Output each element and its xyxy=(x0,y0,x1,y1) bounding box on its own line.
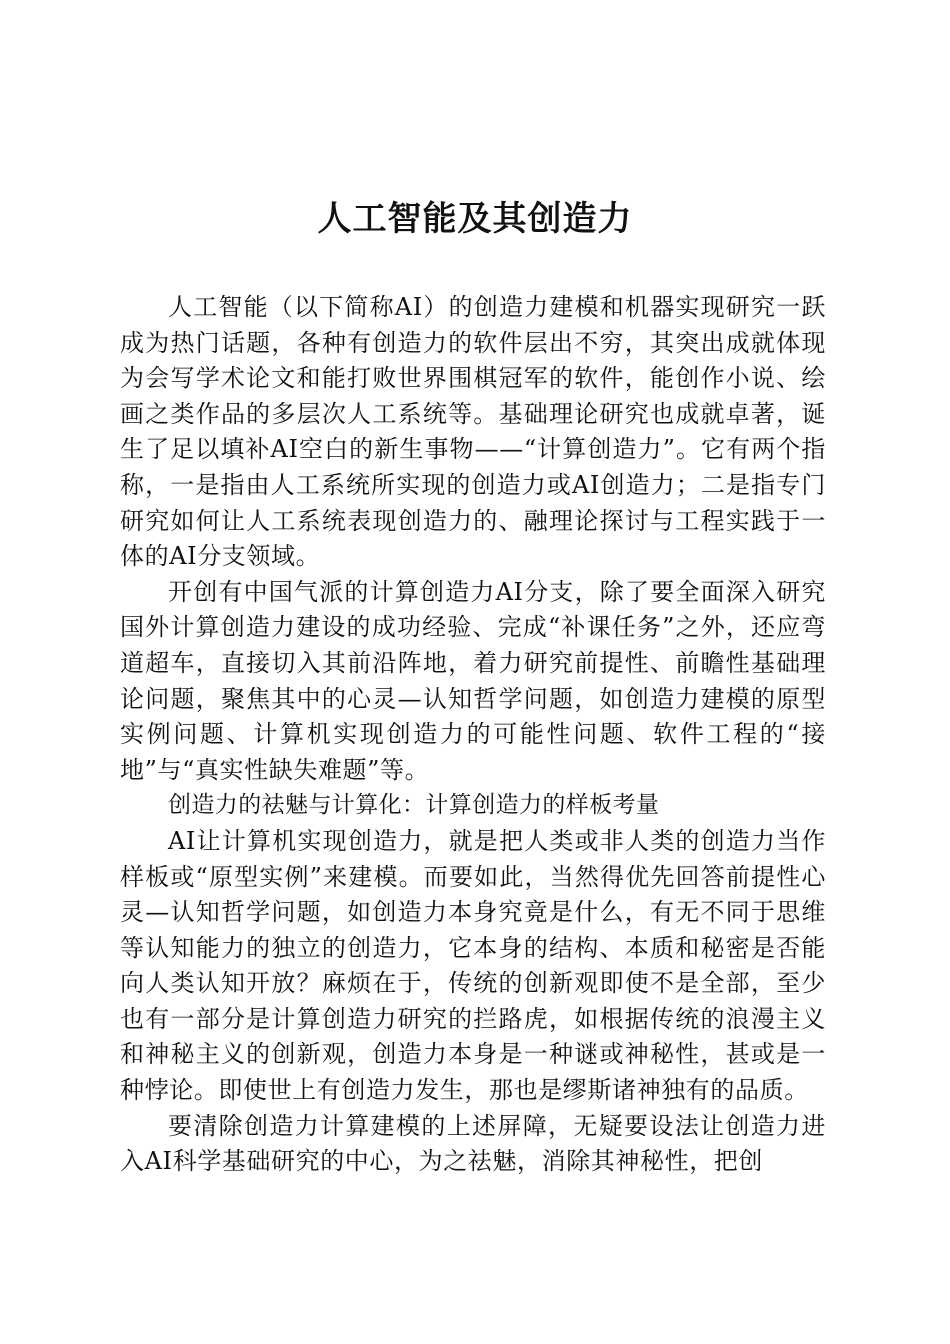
body-paragraph: 要清除创造力计算建模的上述屏障，无疑要设法让创造力进入AI科学基础研究的中心，为之祛魅，消除其神秘性，把创 xyxy=(120,1111,826,1176)
body-paragraph: 开创有中国气派的计算创造力AI分支，除了要全面深入研究国外计算创造力建设的成功经验、完成“补课任务”之外，还应弯道超车，直接切入其前沿阵地，着力研究前提性、前瞻性基础理论问题，聚焦其中的心灵—认知哲学问题，如创造力建模的原型实例问题、计算机实现创造力的可能性问题、软件工程的“接地”与“真实性缺失难题”等。 xyxy=(120,577,826,784)
section-heading: 创造力的祛魅与计算化：计算创造力的样板考量 xyxy=(168,792,660,819)
body-paragraph: 人工智能（以下简称AI）的创造力建模和机器实现研究一跃成为热门话题，各种有创造力的软件层出不穷，其突出成就体现为会写学术论文和能打败世界围棋冠军的软件，能创作小说、绘画之类作品的多层次人工系统等。基础理论研究也成就卓著，诞生了足以填补AI空白的新生事物——“计算创造力”。它有两个指称，一是指由人工系统所实现的创造力或AI创造力；二是指专门研究如何让人工系统表现创造力的、融理论探讨与工程实践于一体的AI分支领域。 xyxy=(120,293,826,571)
document-body xyxy=(120,290,826,1180)
body-paragraph: AI让计算机实现创造力，就是把人类或非人类的创造力当作样板或“原型实例”来建模。而要如此，当然得优先回答前提性心灵—认知哲学问题，如创造力本身究竟是什么，有无不同于思维等认知能力的独立的创造力，它本身的结构、本质和秘密是否能向人类认知开放？麻烦在于，传统的创新观即使不是全部，至少也有一部分是计算创造力研究的拦路虎，如根据传统的浪漫主义和神秘主义的创新观，创造力本身是一种谜或神秘性，甚或是一种悖论。即使世上有创造力发生，那也是缪斯诸神独有的品质。 xyxy=(120,826,826,1105)
document-title: 人工智能及其创造力 xyxy=(317,199,633,239)
